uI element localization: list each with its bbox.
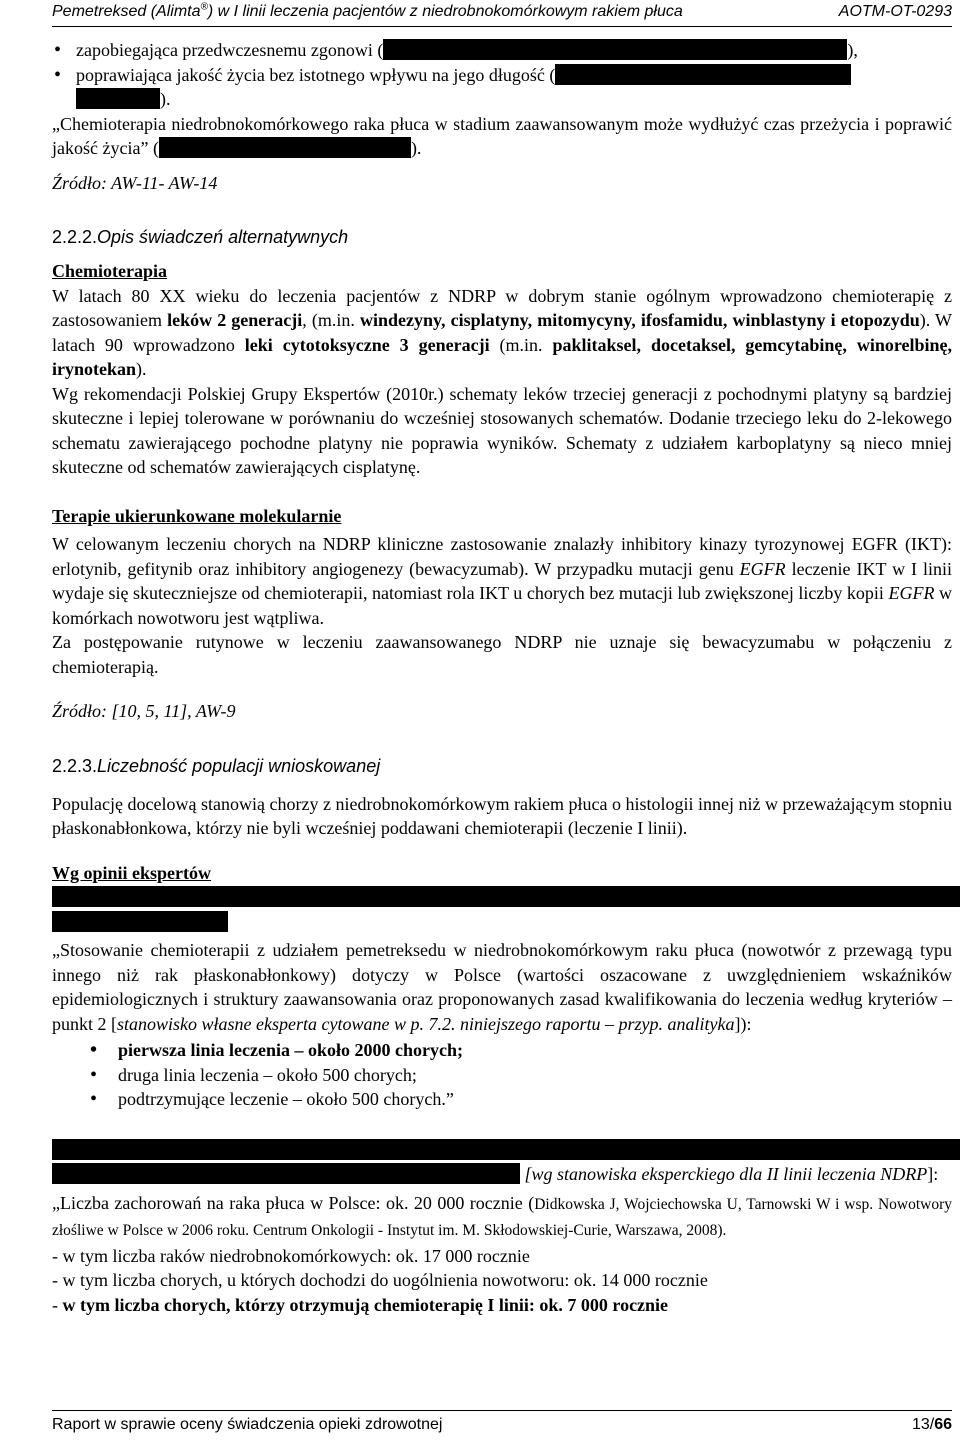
section-heading-222 — [52, 225, 952, 249]
section-number: 2.2.3. — [52, 755, 98, 776]
bullet-text: poprawiająca jakość życia bez istotnego wpływu na jego długość ( — [76, 64, 556, 85]
text-run: ]: — [927, 1164, 939, 1184]
chemo-paragraph-2: Wg rekomendacji Polskiej Grupy Ekspertów (2010r.) schematy leków trzeciej generacji z pochodnymi platyny są bardziej skuteczne i lepiej tolerowane w porównaniu do wcześniej stosowanych schematów. Dodanie trzeciego leku do 2-lekowego schematu zawierającego pochodne platyny nie poprawia wyników. Schematy z udziałem karboplatyny są nieco mniej skuteczne od schematów zawierających cisplatynę. — [52, 383, 952, 477]
expert-quote-2 — [52, 1191, 952, 1244]
redaction-block — [52, 911, 228, 932]
redaction-block — [76, 88, 160, 109]
list-item: • podtrzymujące leczenie – około 500 chorych.” — [52, 1087, 952, 1112]
redacted-lines-1 — [52, 885, 952, 934]
header-rule — [52, 26, 952, 27]
bullet-text-end: ). — [160, 89, 171, 109]
text-bold: w tym liczba chorych, którzy otrzymują chemioterapię I linii: ok. 7 000 rocznie — [62, 1294, 669, 1315]
population-paragraph: Populację docelową stanowią chorzy z niedrobnokomórkowym rakiem płuca o histologii innej niż w przeważającym stopniu płaskonabłonkowa, którzy nie byli wcześniej poddawani chemioterapii (leczenie I linii). — [52, 793, 952, 838]
running-header — [52, 0, 952, 26]
section-title: Liczebność populacji wnioskowanej — [97, 755, 381, 776]
document-body — [52, 38, 952, 1317]
section-number: 2.2.2. — [52, 227, 98, 247]
data-line-3 — [52, 1293, 952, 1318]
header-title-part: Pemetreksed (Alimta — [52, 3, 201, 20]
quote-text: „Chemioterapia niedrobnokomórkowego raka płuca w stadium zaawansowanym może wydłużyć czas przeżycia i poprawić jakość życia” ( — [52, 113, 952, 158]
text-run: „Liczba zachorowań na raka płuca w Polsce: ok. 20 000 rocznie ( — [52, 1192, 535, 1213]
text-run: „Stosowanie chemioterapii z udziałem pemetreksedu w niedrobnokomórkowym raku płuca (nowotwór z przewagą typu innego niż rak płaskonabłonkowy) dotyczy w Polsce (wartości oszacowane z uwzględnieniem wskaźników epidemiologicznych i struktury zaawansowania oraz proponowanych zasad kwalifikowania do leczenia według kryteriów – punkt 2 [ — [52, 940, 952, 1034]
redaction-block — [52, 886, 960, 907]
text-run: W latach 80 XX wieku do leczenia pacjentów z NDRP w dobrym stanie ogólnym wprowadzono chemioterapię z zastosowaniem — [52, 285, 952, 330]
page-total: 66 — [934, 1416, 952, 1433]
text-bold: windezyny, cisplatyny, mitomycyny, ifosfamidu, winblastyny i etopozydu — [359, 310, 920, 330]
header-title-part: ) w I linii leczenia pacjentów z niedrobnokomórkowym rakiem płuca — [207, 3, 683, 20]
redaction-block — [52, 1163, 520, 1184]
text-run: ]): — [734, 1013, 752, 1034]
gene-name: EGFR — [888, 583, 935, 603]
running-footer — [52, 1414, 952, 1438]
targeted-paragraph-1 — [52, 532, 952, 630]
literature-reference: Didkowska J, Wojciechowska U, Tarnowski W i wsp. Nowotwory złośliwe w Polsce w 2006 roku. Centrum Onkologii - Instytut im. M. Skłodowskiej-Curie, Warszawa, 2008). — [52, 1195, 952, 1239]
intro-source: Źródło: AW-11- AW-14 — [52, 172, 218, 193]
text-run: leczenie IKT w I linii wydaje się skuteczniejsze od chemioterapii, natomiast rola IKT u chorych bez mutacji lub zwiększonej liczby kopii — [52, 558, 952, 603]
list-item: • druga linia leczenia – około 500 chorych; — [52, 1063, 952, 1088]
bullet-text: zapobiegająca przedwczesnemu zgonowi ( — [76, 40, 384, 60]
redaction-block — [555, 64, 851, 85]
list-item: • pierwsza linia leczenia – około 2000 chorych; — [52, 1038, 952, 1063]
text-run: - — [52, 1294, 63, 1315]
redacted-lines-2 — [52, 1138, 952, 1187]
page-current: 13/ — [911, 1416, 935, 1433]
data-line-2: - w tym liczba chorych, u których dochodzi do uogólnienia nowotworu: ok. 14 000 rocznie — [52, 1270, 708, 1290]
bullet-text-end: ), — [847, 40, 858, 60]
section-heading-223 — [52, 754, 952, 778]
text-run: ). W latach 90 wprowadzono — [52, 310, 952, 355]
gene-name: EGFR — [739, 558, 786, 579]
targeted-heading: Terapie ukierunkowane molekularnie — [52, 505, 342, 526]
quote-end: ). — [410, 138, 422, 158]
intro-bullets — [52, 38, 952, 112]
targeted-paragraph-2: Za postępowanie rutynowe w leczeniu zaawansowanego NDRP nie uznaje się bewacyzumabu w połączeniu z chemioterapią. — [52, 632, 952, 677]
header-title — [52, 3, 683, 20]
text-run: w komórkach nowotworu jest wątpliwa. — [52, 583, 952, 628]
text-italic: stanowisko własne eksperta cytowane w p. 7.2. niniejszego raportu – przyp. analityka — [117, 1013, 735, 1034]
text-bold: leki cytotoksyczne 3 generacji — [244, 334, 490, 355]
expert-note: [wg stanowiska eksperckiego dla II linii leczenia NDRP — [524, 1164, 928, 1184]
chemo-heading: Chemioterapia — [52, 261, 167, 281]
text-run: , (m.in. — [302, 310, 360, 330]
registered-mark: ® — [200, 1, 208, 13]
chemo-paragraph-1 — [52, 284, 952, 382]
intro-quote — [52, 112, 952, 161]
text-bold: leków 2 generacji — [167, 310, 303, 330]
expert-quote-1 — [52, 938, 952, 1036]
section-title: Opis świadczeń alternatywnych — [97, 227, 349, 247]
redaction-block — [159, 137, 411, 158]
intro-bullet-2 — [52, 63, 952, 112]
page-number — [912, 1414, 952, 1436]
text-run: W celowanym leczeniu chorych na NDRP kliniczne zastosowanie znalazły inhibitory kinazy tyrozynowej EGFR (IKT): erlotynib, gefitynib oraz inhibitory angiogenezy (bewacyzumab). W przypadku mutacji genu — [52, 534, 952, 579]
text-run: (m.in. — [489, 334, 553, 355]
experts-heading: Wg opinii ekspertów — [52, 862, 212, 883]
footer-title: Raport w sprawie oceny świadczenia opieki zdrowotnej — [52, 1416, 443, 1433]
text-bold: paklitaksel, docetaksel, gemcytabinę, winorelbinę, irynotekan — [52, 334, 953, 379]
footer-rule — [52, 1410, 952, 1411]
redaction-block — [383, 39, 847, 60]
redaction-block — [52, 1139, 960, 1160]
text-run: ). — [136, 359, 147, 379]
section-222-source: Źródło: [10, 5, 11], AW-9 — [52, 701, 236, 721]
intro-bullet-1 — [52, 38, 952, 63]
data-line-1: - w tym liczba raków niedrobnokomórkowych: ok. 17 000 rocznie — [52, 1245, 530, 1266]
header-code: AOTM-OT-0293 — [838, 3, 952, 20]
expert-list — [52, 1038, 952, 1112]
